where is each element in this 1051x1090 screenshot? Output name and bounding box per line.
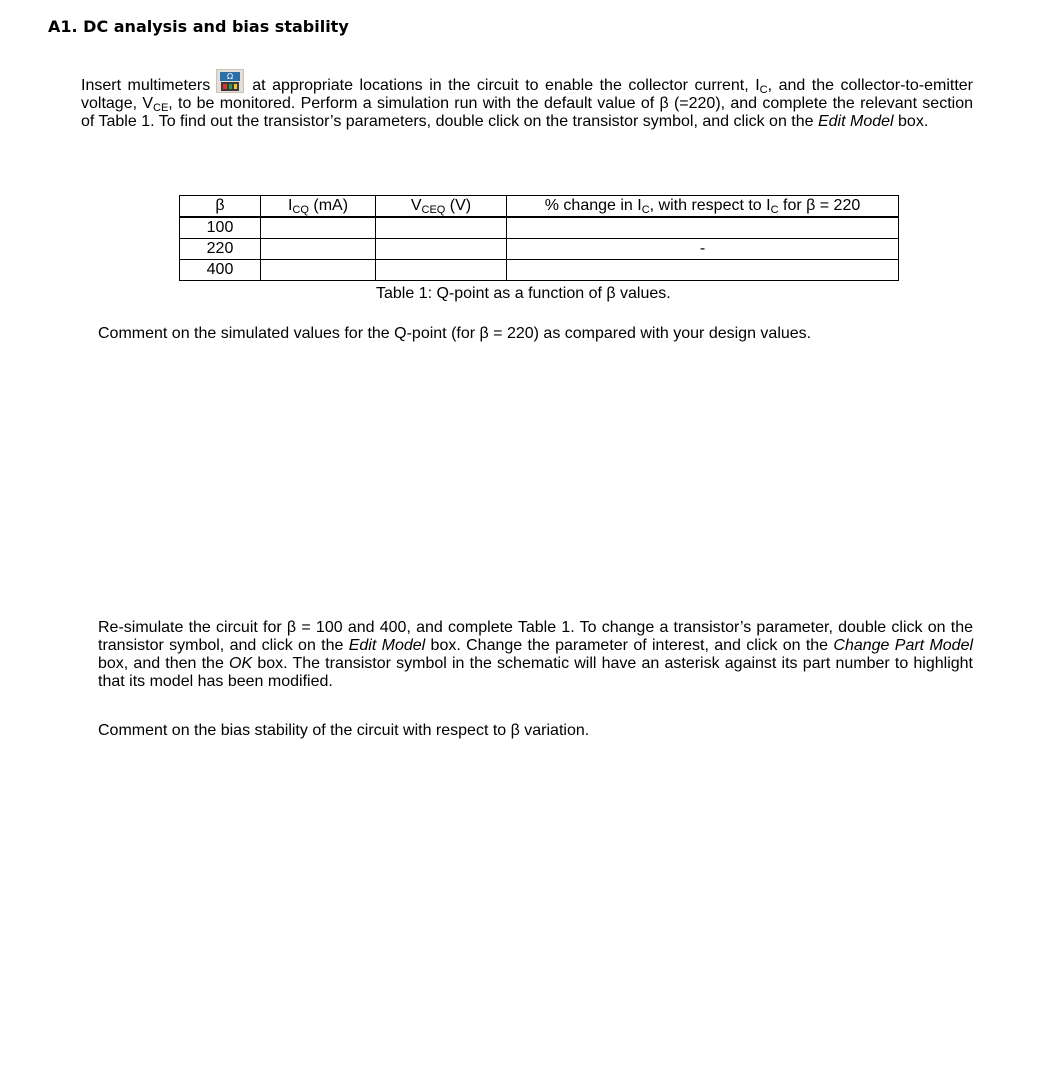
table-row — [180, 239, 899, 260]
header-text: V — [410, 197, 422, 214]
section-heading: A1. DC analysis and bias stability — [48, 17, 349, 36]
svg-text:Ω: Ω — [227, 72, 234, 81]
table-header-row — [180, 196, 899, 218]
table-row — [180, 217, 899, 239]
text-segment: box, and then the — [98, 655, 230, 672]
text-segment: at appropriate locations in the circuit to enable the collector current, I — [252, 77, 760, 94]
multimeter-icon — [216, 69, 244, 93]
header-text: I — [287, 197, 293, 214]
header-text: (V) — [445, 197, 472, 214]
cell-percent-change[interactable] — [507, 217, 899, 239]
cell-vceq[interactable] — [376, 217, 507, 239]
header-percent-change — [507, 196, 899, 218]
cell-beta: 400 — [180, 260, 261, 281]
cell-icq[interactable] — [261, 260, 376, 281]
table-row — [180, 260, 899, 281]
comment-prompt-qpoint: Comment on the simulated values for the Q-point (for β = 220) as compared with your design values. — [98, 325, 812, 342]
header-text: % change in I — [544, 197, 642, 214]
header-text: for β = 220 — [778, 197, 861, 214]
text-segment: box. Change the parameter of interest, and click on the — [425, 637, 834, 654]
cell-vceq[interactable] — [376, 239, 507, 260]
comment-prompt-bias-stability: Comment on the bias stability of the circuit with respect to β variation. — [98, 722, 590, 739]
text-segment: , to be monitored. Perform a simulation run with the default value of β (=220), and complete the relevant section of Table 1. To find out the transistor’s parameters, double click on the transistor symbol, and click on the — [81, 95, 973, 130]
text-segment: box. — [893, 113, 929, 130]
table-caption: Table 1: Q-point as a function of β values. — [376, 285, 671, 302]
subscript: CQ — [292, 204, 309, 216]
subscript: C — [759, 84, 768, 96]
subscript: C — [641, 204, 650, 216]
subscript: CE — [153, 102, 169, 114]
text-segment: box. The transistor symbol in the schematic will have an asterisk against its part number to highlight that its model has been modified. — [98, 655, 973, 690]
text-segment: Insert multimeters — [81, 77, 211, 94]
cell-beta: 220 — [180, 239, 261, 260]
cell-percent-change[interactable] — [507, 260, 899, 281]
instructions-paragraph — [81, 69, 973, 131]
cell-vceq[interactable] — [376, 260, 507, 281]
resimulate-paragraph — [98, 619, 973, 691]
subscript: C — [770, 204, 779, 216]
cell-icq[interactable] — [261, 239, 376, 260]
subscript: CEQ — [421, 204, 446, 216]
emphasis-text: Change Part Model — [833, 637, 974, 654]
header-text: (mA) — [308, 197, 349, 214]
header-icq — [261, 196, 376, 218]
text-segment: , and the collector-to-emitter voltage, V — [81, 77, 974, 112]
text-segment: Re-simulate the circuit for β = 100 and 400, and complete Table 1. To change a transistor’s parameter, double click on the transistor symbol, and click on the — [98, 619, 973, 654]
emphasis-text: OK — [229, 655, 253, 672]
header-text: , with respect to I — [649, 197, 771, 214]
cell-beta: 100 — [180, 217, 261, 239]
qpoint-table — [179, 195, 899, 281]
header-vceq — [376, 196, 507, 218]
header-beta: β — [180, 196, 261, 218]
emphasis-text: Edit Model — [348, 637, 426, 654]
emphasis-text: Edit Model — [817, 113, 894, 130]
cell-icq[interactable] — [261, 217, 376, 239]
cell-percent-change: - — [507, 239, 899, 260]
